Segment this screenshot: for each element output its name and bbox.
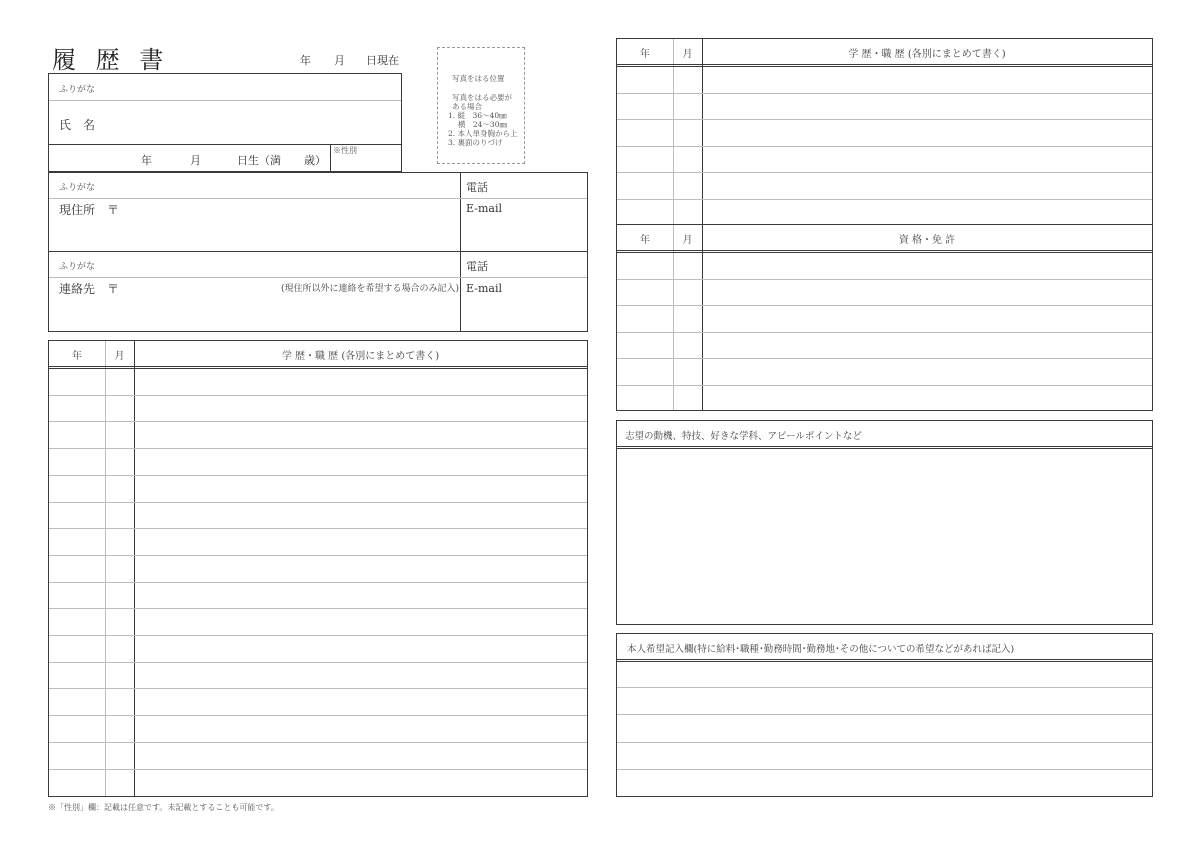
year-input[interactable] [51, 584, 103, 607]
postal-mark-icon: 〒 [107, 282, 120, 296]
content-input[interactable] [706, 174, 1146, 197]
header-text: 資 格・免 許 [898, 234, 956, 246]
month-input[interactable] [108, 397, 132, 420]
month-input[interactable] [108, 771, 132, 794]
year-input[interactable] [51, 771, 103, 794]
column-header-year [617, 39, 673, 65]
table-row [49, 742, 587, 769]
table-row [49, 528, 587, 555]
photo-line: ある場合 [452, 102, 482, 111]
content-input[interactable] [706, 201, 1146, 224]
education-history-table-left [48, 340, 588, 797]
month-input[interactable] [108, 557, 132, 580]
year-input[interactable] [51, 610, 103, 633]
table-row [617, 385, 1152, 412]
year-input[interactable] [51, 423, 103, 446]
month-input[interactable] [676, 121, 700, 144]
license-header-month [673, 225, 702, 251]
content-input[interactable] [706, 334, 1146, 357]
divider [49, 277, 587, 278]
address-furigana-label: ふりがな [59, 183, 96, 193]
year-input[interactable] [51, 664, 103, 687]
content-input[interactable] [706, 387, 1146, 410]
motivation-textarea[interactable] [619, 451, 1149, 621]
photo-line: 1. 縦 36〜40㎜ [448, 111, 507, 120]
content-input[interactable] [706, 68, 1146, 91]
preference-input[interactable] [621, 689, 1146, 712]
content-input[interactable] [138, 771, 578, 794]
header-text: 年 [640, 234, 650, 246]
table-row [49, 421, 587, 448]
month-input[interactable] [676, 387, 700, 410]
year-input[interactable] [51, 530, 103, 553]
footnote: ※「性別」欄：記載は任意です。未記載とすることも可能です。 [48, 803, 279, 812]
content-input[interactable] [706, 360, 1146, 383]
table-row [617, 305, 1152, 332]
year-input[interactable] [619, 201, 671, 224]
photo-line: 3. 裏面のりづけ [448, 138, 503, 147]
month-input[interactable] [108, 690, 132, 713]
content-input[interactable] [138, 690, 578, 713]
content-input[interactable] [138, 664, 578, 687]
content-input[interactable] [138, 744, 578, 767]
month-input[interactable] [676, 148, 700, 171]
divider [49, 198, 587, 199]
table-row [617, 199, 1152, 226]
header-text: 月 [682, 48, 693, 60]
year-input[interactable] [619, 281, 671, 304]
header-text: 月 [114, 350, 125, 362]
year-input[interactable] [51, 637, 103, 660]
table-row [49, 395, 587, 422]
year-input[interactable] [51, 557, 103, 580]
year-input[interactable] [619, 148, 671, 171]
personal-info-section [48, 73, 402, 172]
preference-input[interactable] [621, 744, 1146, 767]
content-input[interactable] [138, 610, 578, 633]
content-input[interactable] [138, 397, 578, 420]
year-input[interactable] [619, 121, 671, 144]
divider [49, 251, 587, 252]
table-row [617, 687, 1152, 714]
table-row [49, 475, 587, 502]
table-row [617, 146, 1152, 173]
contact-input[interactable] [124, 297, 454, 329]
header-divider [617, 446, 1152, 449]
address-email-label: E-mail [466, 202, 502, 215]
month-input[interactable] [108, 370, 132, 393]
month-input[interactable] [676, 95, 700, 118]
month-input[interactable] [108, 584, 132, 607]
table-row [49, 608, 587, 635]
preferences-section [616, 633, 1153, 797]
column-header-month [105, 341, 134, 367]
month-input[interactable] [676, 68, 700, 91]
content-input[interactable] [138, 477, 578, 500]
year-input[interactable] [619, 174, 671, 197]
year-input[interactable] [619, 360, 671, 383]
month-input[interactable] [108, 423, 132, 446]
year-input[interactable] [619, 254, 671, 277]
birth-day-label: 日生（満 [237, 154, 281, 167]
table-row [617, 172, 1152, 199]
month-input[interactable] [108, 450, 132, 473]
date-year-label: 年 [300, 54, 311, 67]
content-input[interactable] [138, 584, 578, 607]
table-row [49, 769, 587, 796]
date-month-label: 月 [334, 54, 345, 67]
header-text: 月 [682, 234, 693, 246]
motivation-section [616, 420, 1153, 625]
page-title: 履 歴 書 [52, 46, 170, 74]
table-row [49, 502, 587, 529]
photo-title: 写真をはる位置 [452, 74, 505, 83]
month-input[interactable] [676, 174, 700, 197]
month-input[interactable] [108, 530, 132, 553]
column-header-content [134, 341, 587, 367]
year-input[interactable] [51, 744, 103, 767]
table-row [617, 660, 1152, 687]
preference-input[interactable] [621, 716, 1146, 739]
year-input[interactable] [51, 717, 103, 740]
content-input[interactable] [138, 717, 578, 740]
name-label: 氏 名 [59, 118, 96, 132]
content-input[interactable] [138, 423, 578, 446]
table-row [49, 368, 587, 395]
year-input[interactable] [51, 690, 103, 713]
table-row [49, 715, 587, 742]
content-input[interactable] [138, 450, 578, 473]
content-input[interactable] [138, 504, 578, 527]
address-input[interactable] [124, 200, 454, 248]
preferences-label: 本人希望記入欄(特に給料･職種･勤務時間･勤務地･その他についての希望などがあれば記入) [627, 644, 1015, 655]
content-input[interactable] [138, 557, 578, 580]
name-furigana-label: ふりがな [59, 85, 96, 95]
column-header-month [673, 39, 702, 65]
table-row [49, 688, 587, 715]
address-phone-label: 電話 [466, 181, 488, 194]
gender-label: ※性別 [333, 146, 357, 155]
gender-cell[interactable] [330, 144, 401, 171]
table-row [617, 66, 1152, 93]
postal-mark-icon: 〒 [107, 203, 120, 217]
divider [460, 173, 461, 331]
month-input[interactable] [108, 717, 132, 740]
photo-line: 2. 本人単身胸から上 [448, 129, 518, 138]
content-input[interactable] [706, 95, 1146, 118]
name-input[interactable] [119, 104, 389, 140]
birth-year-label: 年 [141, 154, 152, 167]
year-input[interactable] [51, 450, 103, 473]
header-text: 年 [72, 350, 82, 362]
month-input[interactable] [108, 477, 132, 500]
year-input[interactable] [619, 387, 671, 410]
preference-input[interactable] [621, 771, 1146, 794]
year-input[interactable] [619, 307, 671, 330]
table-row [49, 582, 587, 609]
month-input[interactable] [108, 664, 132, 687]
table-row [49, 448, 587, 475]
year-input[interactable] [51, 397, 103, 420]
photo-placeholder[interactable] [437, 47, 525, 164]
month-input[interactable] [676, 307, 700, 330]
month-input[interactable] [108, 744, 132, 767]
table-row [617, 742, 1152, 769]
table-row [617, 279, 1152, 306]
age-label: 歳） [304, 154, 326, 167]
content-input[interactable] [706, 148, 1146, 171]
year-input[interactable] [51, 477, 103, 500]
contact-note: (現住所以外に連絡を希望する場合のみ記入) [281, 284, 460, 294]
address-section [48, 172, 588, 332]
photo-line: 横 24〜30㎜ [448, 120, 507, 129]
license-header-year [617, 225, 673, 251]
name-furigana-input[interactable] [119, 76, 389, 98]
month-input[interactable] [108, 504, 132, 527]
month-input[interactable] [676, 281, 700, 304]
contact-label: 連絡先 [59, 282, 96, 296]
year-input[interactable] [51, 370, 103, 393]
contact-furigana-label: ふりがな [59, 262, 96, 272]
month-input[interactable] [676, 334, 700, 357]
header-text: 年 [640, 48, 650, 60]
content-input[interactable] [138, 370, 578, 393]
month-input[interactable] [108, 637, 132, 660]
content-input[interactable] [138, 530, 578, 553]
year-input[interactable] [51, 504, 103, 527]
divider [49, 100, 401, 101]
table-row [49, 555, 587, 582]
table-row [617, 252, 1152, 279]
contact-email-label: E-mail [466, 282, 502, 295]
table-row [49, 635, 587, 662]
header-text: 学 歴・職 歴 (各別にまとめて書く) [848, 48, 1006, 60]
table-row [617, 119, 1152, 146]
birth-month-label: 月 [190, 154, 201, 167]
content-input[interactable] [706, 307, 1146, 330]
history-and-licenses-table [616, 38, 1153, 411]
table-row [617, 332, 1152, 359]
address-label: 現住所 [59, 203, 96, 217]
contact-phone-label: 電話 [466, 260, 488, 273]
month-input[interactable] [676, 360, 700, 383]
year-input[interactable] [619, 334, 671, 357]
table-row [617, 769, 1152, 796]
year-input[interactable] [619, 95, 671, 118]
year-input[interactable] [619, 68, 671, 91]
table-row [617, 358, 1152, 385]
content-input[interactable] [138, 637, 578, 660]
content-input[interactable] [706, 121, 1146, 144]
month-input[interactable] [108, 610, 132, 633]
motivation-label: 志望の動機、特技、好きな学科、アピールポイントなど [625, 431, 862, 442]
table-row [617, 93, 1152, 120]
month-input[interactable] [676, 201, 700, 224]
column-header-content [702, 39, 1152, 65]
license-header-content [702, 225, 1152, 251]
preference-input[interactable] [621, 662, 1146, 685]
month-input[interactable] [676, 254, 700, 277]
content-input[interactable] [706, 254, 1146, 277]
table-row [617, 714, 1152, 741]
table-row [49, 662, 587, 689]
header-text: 学 歴・職 歴 (各別にまとめて書く) [281, 350, 440, 362]
content-input[interactable] [706, 281, 1146, 304]
column-header-year [49, 341, 105, 367]
date-day-label: 日現在 [366, 54, 399, 67]
photo-line: 写真をはる必要が [452, 93, 512, 102]
